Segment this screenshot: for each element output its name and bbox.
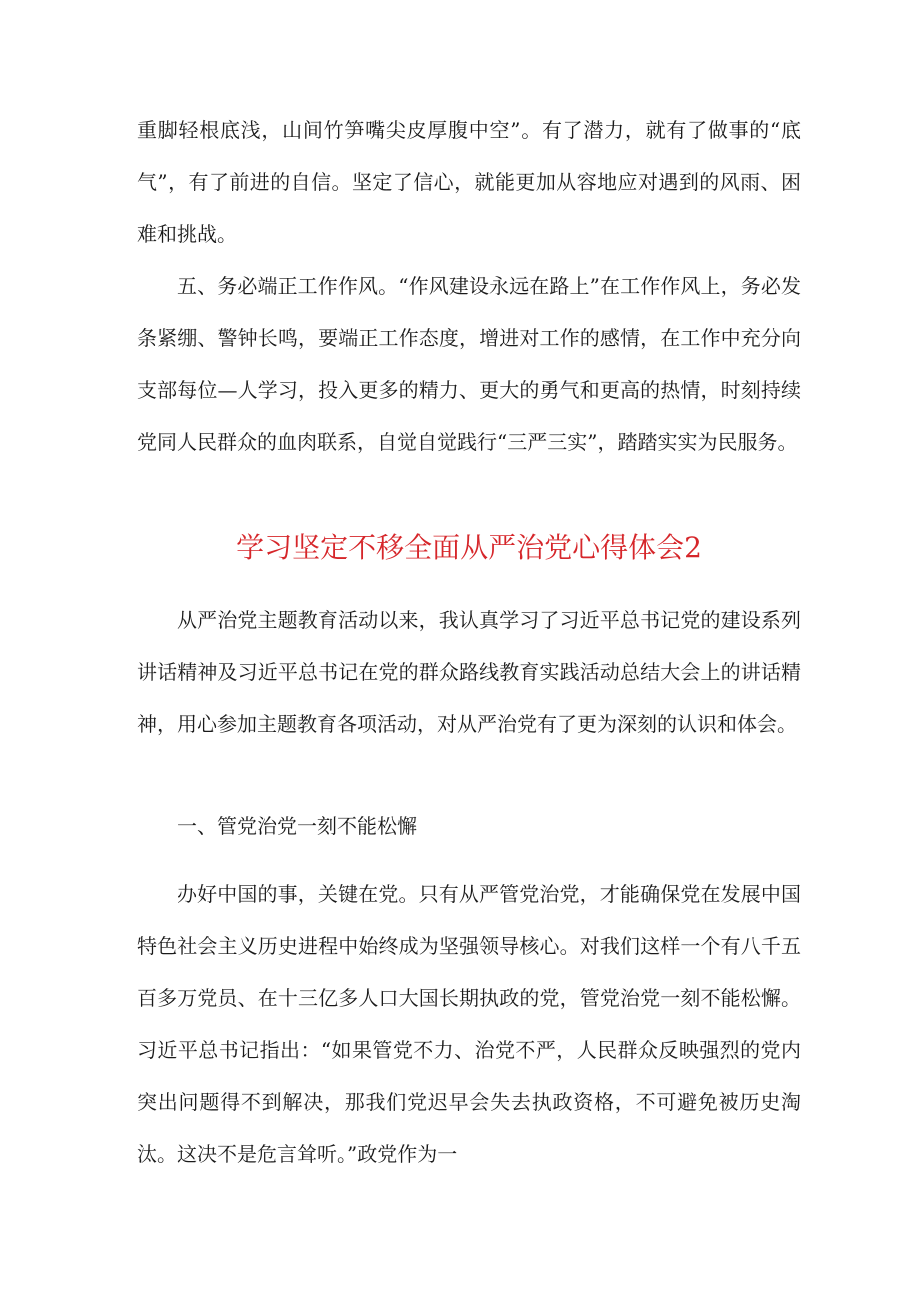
paragraph-continuation: 重脚轻根底浅，山间竹笋嘴尖皮厚腹中空”。有了潜力，就有了做事的“底气”，有了前进的自信。坚定了信心，就能更加从容地应对遇到的风雨、困难和挑战。 [137, 118, 801, 246]
document-title: 学习坚定不移全面从严治党心得体会2 [236, 531, 702, 564]
paragraph-party-governance: 办好中国的事，关键在党。只有从严管党治党，才能确保党在发展中国特色社会主义历史进程中始终成为坚强领导核心。对我们这样一个有八千五百多万党员、在十三亿多人口大国长期执政的党，管党治党一刻不能松懈。习近平总书记指出：“如果管党不力、治党不严，人民群众反映强烈的党内突出问题得不到解决，那我们党迟早会失去执政资格，不可避免被历史淘汰。这决不是危言耸听。”政党作为一 [137, 882, 801, 1166]
paragraph-work-style: 五、务必端正工作作风。“作风建设永远在路上”在工作作风上，务必发条紧绷、警钟长鸣，要端正工作态度，增进对工作的感情，在工作中充分向支部每位—人学习，投入更多的精力、更大的勇气和更高的热情，时刻持续党同人民群众的血肉联系，自觉自觉践行“三严三实”，踏踏实实为民服务。 [137, 274, 801, 454]
section-heading: 一、管党治党一刻不能松懈 [177, 814, 417, 838]
paragraph-intro: 从严治党主题教育活动以来，我认真学习了习近平总书记党的建设系列讲话精神及习近平总书记在党的群众路线教育实践活动总结大会上的讲话精神，用心参加主题教育各项活动，对从严治党有了更为深刻的认识和体会。 [137, 608, 801, 736]
